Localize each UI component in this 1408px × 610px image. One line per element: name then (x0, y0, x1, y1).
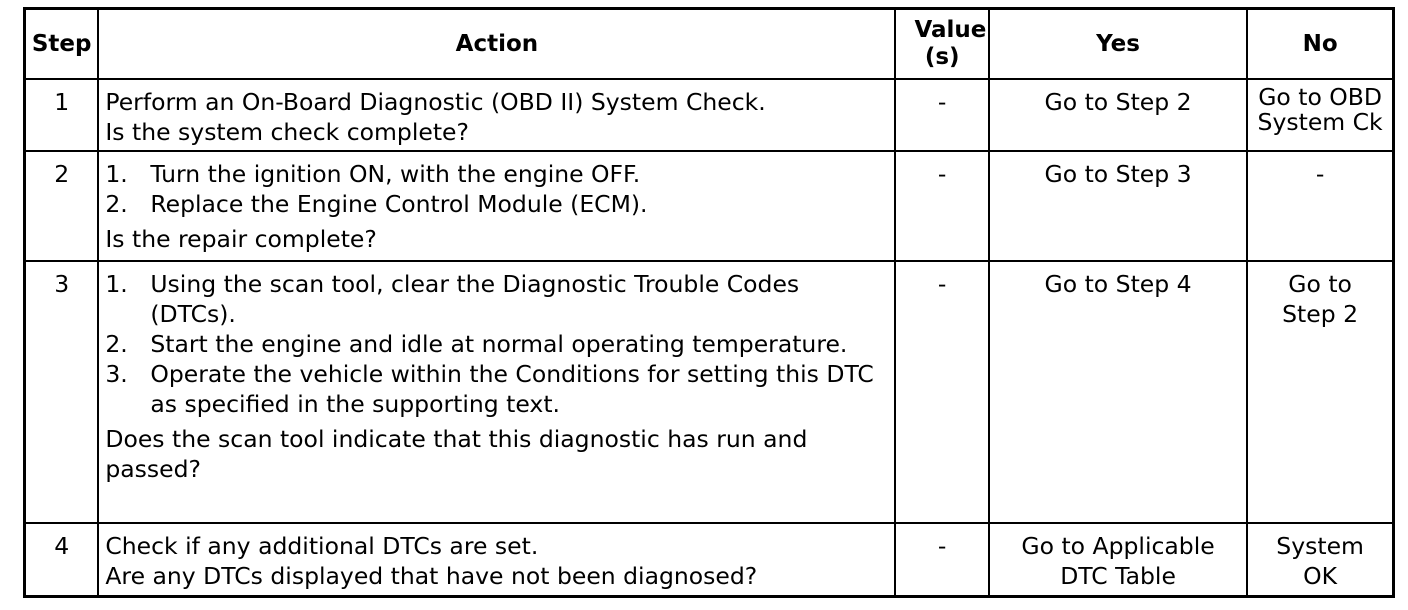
yes-cell: Go to Step 4 (989, 261, 1247, 523)
action-line: Perform an On-Board Diagnostic (OBD II) System Check. (105, 88, 766, 116)
no-cell: - (1247, 151, 1392, 261)
substep-number: 2. (105, 190, 128, 218)
value-cell: - (895, 523, 988, 595)
action-cell (98, 261, 895, 523)
header-no: No (1247, 10, 1392, 79)
no-cell: System OK (1247, 523, 1392, 595)
no-cell: Go to Step 2 (1247, 261, 1392, 523)
action-question: Does the scan tool indicate that this diagnostic has run and passed? (105, 425, 808, 483)
no-cell: Go to OBD System Ck (1247, 79, 1392, 151)
header-yes: Yes (989, 10, 1247, 79)
table-row (26, 79, 1392, 151)
substep-number: 1. (105, 270, 128, 298)
action-line: Are any DTCs displayed that have not been diagnosed? (105, 562, 758, 590)
substep-text: Replace the Engine Control Module (ECM). (150, 190, 648, 218)
substep (105, 269, 888, 329)
diagnostic-table-frame (23, 7, 1395, 598)
diagnostic-table (26, 10, 1392, 595)
table-row (26, 151, 1392, 261)
header-step: Step (26, 10, 98, 79)
step-number: 3 (26, 261, 98, 523)
substep-number: 3. (105, 360, 128, 388)
value-cell: - (895, 79, 988, 151)
substep (105, 329, 888, 359)
substep-text: Start the engine and idle at normal operating temperature. (150, 330, 848, 358)
yes-cell: Go to Step 2 (989, 79, 1247, 151)
value-cell: - (895, 151, 988, 261)
substep-number: 1. (105, 160, 128, 188)
substep-number: 2. (105, 330, 128, 358)
substep-text: Operate the vehicle within the Conditions for setting this DTC as specified in the supporting text. (150, 360, 874, 418)
header-value: Value (s) (895, 10, 988, 79)
action-question: Is the repair complete? (105, 225, 377, 253)
yes-cell: Go to Step 3 (989, 151, 1247, 261)
table-row (26, 523, 1392, 595)
substep-text: Turn the ignition ON, with the engine OFF. (150, 160, 641, 188)
table-row (26, 261, 1392, 523)
action-cell (98, 523, 895, 595)
yes-cell: Go to Applicable DTC Table (989, 523, 1247, 595)
header-action: Action (98, 10, 895, 79)
step-number: 2 (26, 151, 98, 261)
substep-text: Using the scan tool, clear the Diagnostic Trouble Codes (DTCs). (150, 270, 800, 328)
action-cell (98, 79, 895, 151)
action-line: Is the system check complete? (105, 118, 469, 146)
value-cell: - (895, 261, 988, 523)
step-number: 1 (26, 79, 98, 151)
header-row (26, 10, 1392, 79)
substep (105, 359, 888, 419)
step-number: 4 (26, 523, 98, 595)
substep (105, 189, 888, 219)
action-cell (98, 151, 895, 261)
substep (105, 159, 888, 189)
action-line: Check if any additional DTCs are set. (105, 532, 539, 560)
